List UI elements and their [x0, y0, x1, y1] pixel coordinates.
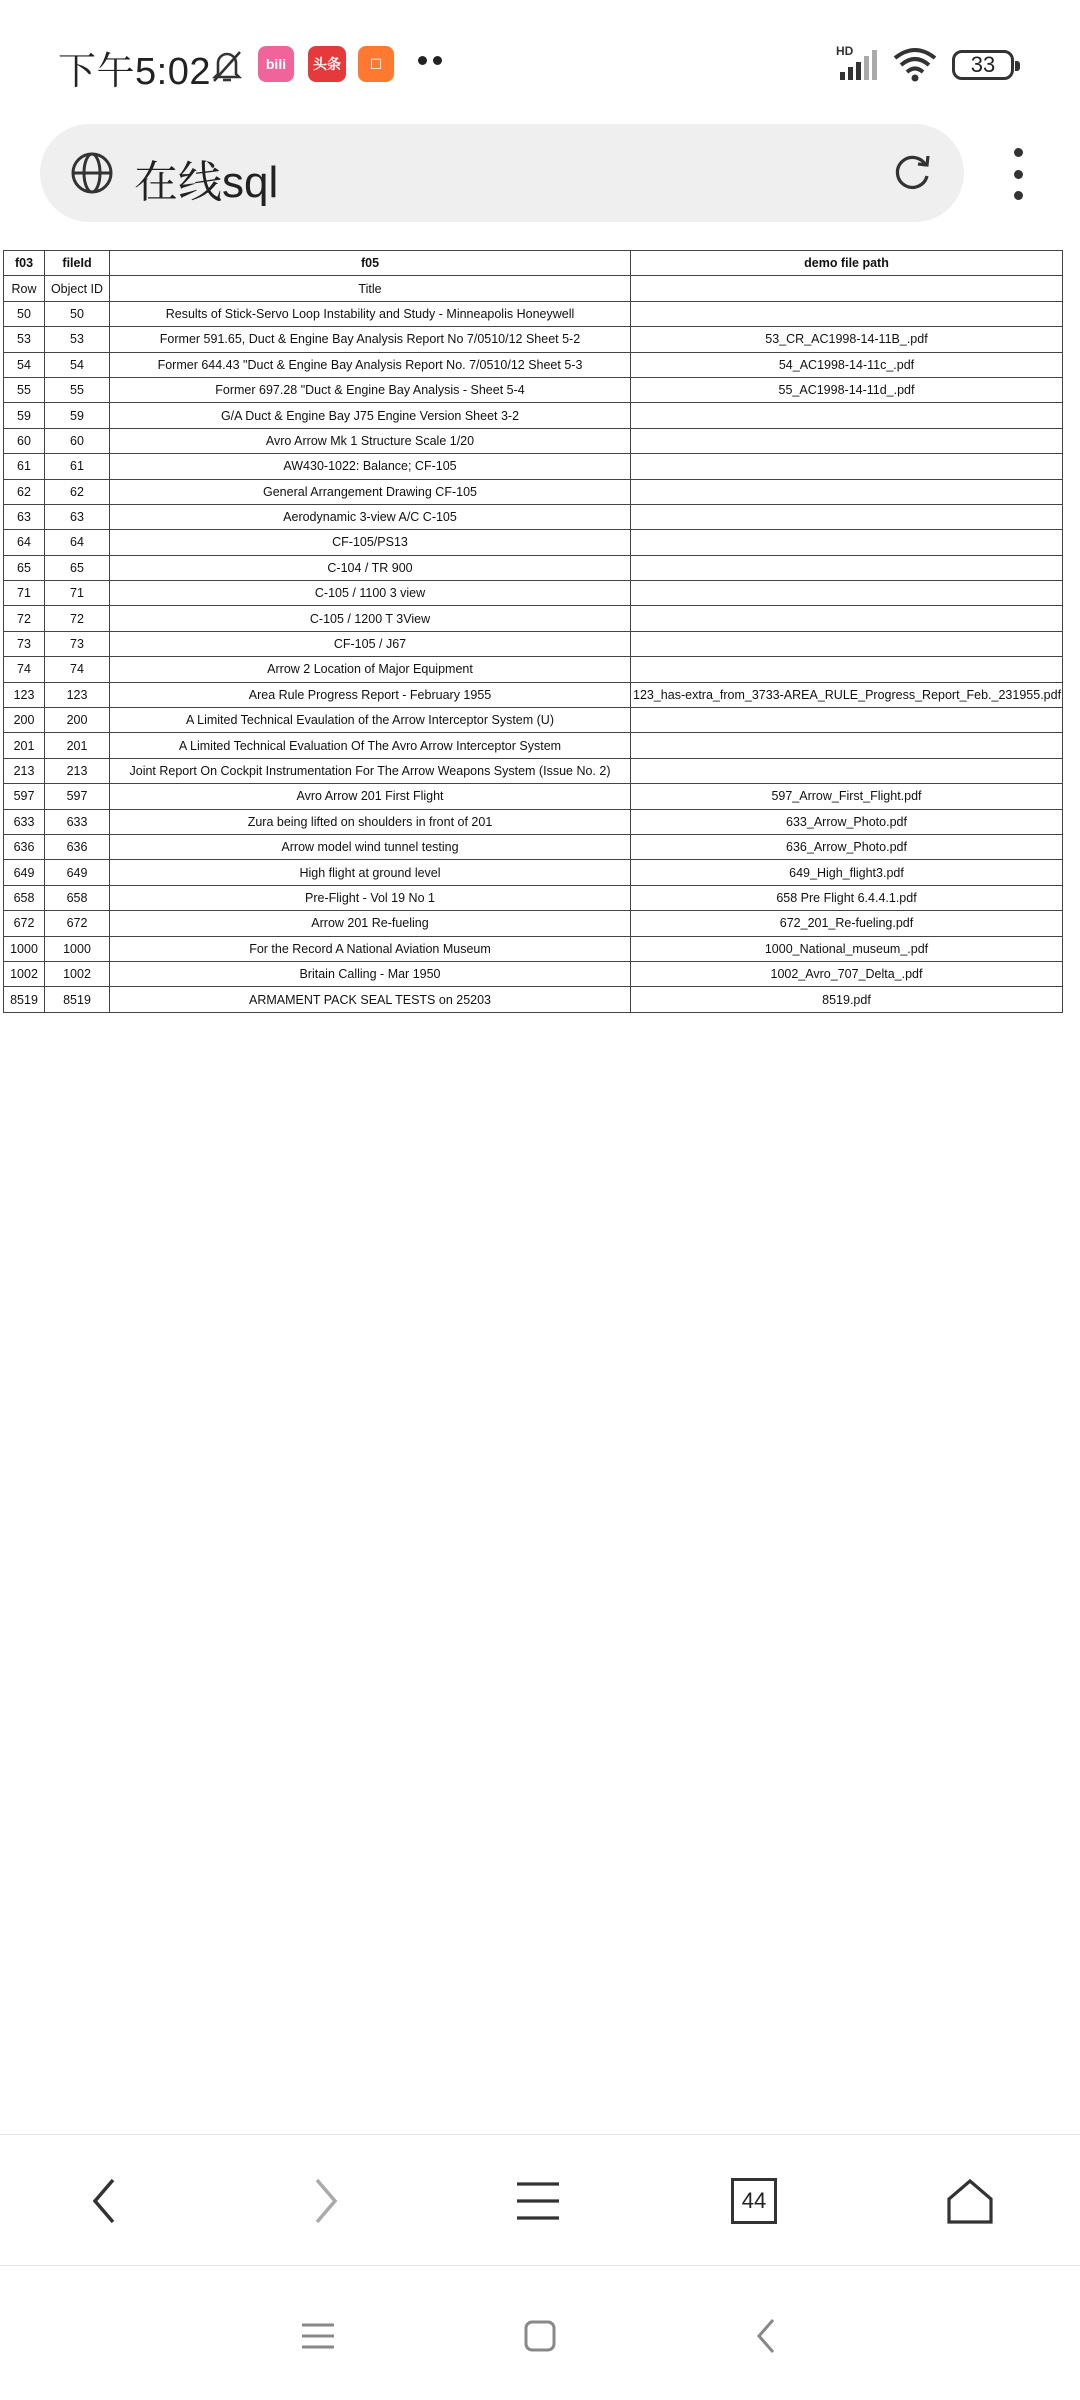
title-cell: Avro Arrow Mk 1 Structure Scale 1/20 — [110, 428, 631, 453]
home-nav-icon[interactable] — [510, 2306, 570, 2366]
home-icon[interactable] — [930, 2163, 1010, 2239]
object-id-cell: 1000 — [45, 936, 110, 961]
row-cell: 71 — [4, 581, 45, 606]
object-id-cell: 50 — [45, 301, 110, 326]
system-nav-bar — [0, 2266, 1080, 2400]
table-row — [4, 682, 1063, 707]
object-id-cell: 597 — [45, 784, 110, 809]
table-row — [4, 403, 1063, 428]
title-cell: High flight at ground level — [110, 860, 631, 885]
recent-apps-icon[interactable] — [288, 2306, 348, 2366]
table-row — [4, 885, 1063, 910]
title-cell: Britain Calling - Mar 1950 — [110, 961, 631, 986]
object-id-cell: 658 — [45, 885, 110, 910]
row-cell: 64 — [4, 530, 45, 555]
row-cell: 636 — [4, 834, 45, 859]
table-row — [4, 581, 1063, 606]
subheader-cell: Row — [4, 276, 45, 301]
file-path-cell — [631, 403, 1063, 428]
title-cell: G/A Duct & Engine Bay J75 Engine Version Sheet 3-2 — [110, 403, 631, 428]
row-cell: 65 — [4, 555, 45, 580]
table-row — [4, 911, 1063, 936]
file-path-cell: 8519.pdf — [631, 987, 1063, 1012]
svg-text:HD: HD — [836, 44, 854, 58]
title-cell: Joint Report On Cockpit Instrumentation For The Arrow Weapons System (Issue No. 2) — [110, 758, 631, 783]
file-path-cell — [631, 733, 1063, 758]
title-cell: C-105 / 1200 T 3View — [110, 606, 631, 631]
row-cell: 59 — [4, 403, 45, 428]
table-row — [4, 555, 1063, 580]
file-path-cell: 55_AC1998-14-11d_.pdf — [631, 377, 1063, 402]
object-id-cell: 71 — [45, 581, 110, 606]
object-id-cell: 59 — [45, 403, 110, 428]
title-cell: Arrow 201 Re-fueling — [110, 911, 631, 936]
forward-icon[interactable] — [286, 2163, 366, 2239]
subheader-cell: Object ID — [45, 276, 110, 301]
object-id-cell: 649 — [45, 860, 110, 885]
url-text[interactable]: 在线sql — [134, 158, 279, 207]
taobao-app-icon: ☐ — [358, 46, 394, 82]
file-path-cell: 54_AC1998-14-11c_.pdf — [631, 352, 1063, 377]
menu-lines-icon[interactable] — [498, 2163, 578, 2239]
file-path-cell: 636_Arrow_Photo.pdf — [631, 834, 1063, 859]
title-cell: C-104 / TR 900 — [110, 555, 631, 580]
row-cell: 213 — [4, 758, 45, 783]
signal-icon — [836, 44, 882, 87]
table-row — [4, 631, 1063, 656]
file-path-cell — [631, 454, 1063, 479]
table-row — [4, 809, 1063, 834]
row-cell: 1000 — [4, 936, 45, 961]
object-id-cell: 63 — [45, 504, 110, 529]
file-path-cell — [631, 555, 1063, 580]
row-cell: 54 — [4, 352, 45, 377]
object-id-cell: 55 — [45, 377, 110, 402]
table-row — [4, 530, 1063, 555]
wifi-icon — [893, 46, 937, 87]
title-cell: Avro Arrow 201 First Flight — [110, 784, 631, 809]
row-cell: 8519 — [4, 987, 45, 1012]
title-cell: For the Record A National Aviation Museum — [110, 936, 631, 961]
file-path-cell — [631, 301, 1063, 326]
row-cell: 1002 — [4, 961, 45, 986]
table-row — [4, 301, 1063, 326]
title-cell: Arrow 2 Location of Major Equipment — [110, 657, 631, 682]
table-row — [4, 657, 1063, 682]
file-path-cell — [631, 504, 1063, 529]
header-cell: f05 — [110, 251, 631, 276]
file-path-cell — [631, 631, 1063, 656]
table-row — [4, 352, 1063, 377]
file-path-cell: 53_CR_AC1998-14-11B_.pdf — [631, 327, 1063, 352]
object-id-cell: 65 — [45, 555, 110, 580]
row-cell: 672 — [4, 911, 45, 936]
file-path-cell — [631, 708, 1063, 733]
title-cell: ARMAMENT PACK SEAL TESTS on 25203 — [110, 987, 631, 1012]
table-row — [4, 377, 1063, 402]
title-cell: Results of Stick-Servo Loop Instability and Study - Minneapolis Honeywell — [110, 301, 631, 326]
object-id-cell: 201 — [45, 733, 110, 758]
row-cell: 72 — [4, 606, 45, 631]
object-id-cell: 633 — [45, 809, 110, 834]
file-path-cell — [631, 581, 1063, 606]
table-row — [4, 936, 1063, 961]
table-header-row — [4, 251, 1063, 276]
object-id-cell: 74 — [45, 657, 110, 682]
subheader-cell: Title — [110, 276, 631, 301]
mute-bell-icon — [210, 48, 244, 89]
header-cell: fileId — [45, 251, 110, 276]
title-cell: C-105 / 1100 3 view — [110, 581, 631, 606]
table-row — [4, 708, 1063, 733]
table-row — [4, 454, 1063, 479]
header-cell: demo file path — [631, 251, 1063, 276]
table-row — [4, 961, 1063, 986]
object-id-cell: 672 — [45, 911, 110, 936]
row-cell: 658 — [4, 885, 45, 910]
header-cell: f03 — [4, 251, 45, 276]
file-path-cell: 1002_Avro_707_Delta_.pdf — [631, 961, 1063, 986]
object-id-cell: 123 — [45, 682, 110, 707]
object-id-cell: 8519 — [45, 987, 110, 1012]
tabs-button[interactable] — [714, 2163, 794, 2239]
title-cell: General Arrangement Drawing CF-105 — [110, 479, 631, 504]
file-path-cell: 597_Arrow_First_Flight.pdf — [631, 784, 1063, 809]
status-time: 下午5:02 — [58, 51, 211, 93]
status-bar — [0, 0, 1080, 120]
toutiao-app-icon: 头条 — [308, 46, 346, 82]
row-cell: 597 — [4, 784, 45, 809]
file-path-cell: 649_High_flight3.pdf — [631, 860, 1063, 885]
battery-indicator: 33 — [952, 50, 1014, 80]
table-row — [4, 606, 1063, 631]
globe-icon — [70, 151, 114, 200]
title-cell: CF-105/PS13 — [110, 530, 631, 555]
reload-icon[interactable] — [890, 150, 934, 199]
row-cell: 74 — [4, 657, 45, 682]
object-id-cell: 60 — [45, 428, 110, 453]
title-cell: Former 697.28 "Duct & Engine Bay Analysis - Sheet 5-4 — [110, 377, 631, 402]
tab-count: 44 — [731, 2178, 777, 2224]
table-row — [4, 733, 1063, 758]
more-notifications-icon — [418, 56, 442, 65]
object-id-cell: 54 — [45, 352, 110, 377]
object-id-cell: 1002 — [45, 961, 110, 986]
title-cell: Zura being lifted on shoulders in front of 201 — [110, 809, 631, 834]
row-cell: 62 — [4, 479, 45, 504]
file-path-cell — [631, 479, 1063, 504]
object-id-cell: 53 — [45, 327, 110, 352]
row-cell: 649 — [4, 860, 45, 885]
row-cell: 201 — [4, 733, 45, 758]
sql-result-table — [3, 250, 1063, 1013]
row-cell: 50 — [4, 301, 45, 326]
row-cell: 633 — [4, 809, 45, 834]
title-cell: CF-105 / J67 — [110, 631, 631, 656]
table-row — [4, 327, 1063, 352]
row-cell: 61 — [4, 454, 45, 479]
table-row — [4, 758, 1063, 783]
table-row — [4, 987, 1063, 1012]
file-path-cell — [631, 606, 1063, 631]
row-cell: 73 — [4, 631, 45, 656]
title-cell: AW430-1022: Balance; CF-105 — [110, 454, 631, 479]
title-cell: Aerodynamic 3-view A/C C-105 — [110, 504, 631, 529]
title-cell: Former 591.65, Duct & Engine Bay Analysis Report No 7/0510/12 Sheet 5-2 — [110, 327, 631, 352]
file-path-cell: 658 Pre Flight 6.4.4.1.pdf — [631, 885, 1063, 910]
file-path-cell — [631, 657, 1063, 682]
object-id-cell: 62 — [45, 479, 110, 504]
file-path-cell: 123_has-extra_from_3733-AREA_RULE_Progress_Report_Feb._231955.pdf — [631, 682, 1063, 707]
table-row — [4, 860, 1063, 885]
file-path-cell: 1000_National_museum_.pdf — [631, 936, 1063, 961]
object-id-cell: 61 — [45, 454, 110, 479]
file-path-cell: 672_201_Re-fueling.pdf — [631, 911, 1063, 936]
table-row — [4, 479, 1063, 504]
file-path-cell — [631, 530, 1063, 555]
title-cell: Former 644.43 "Duct & Engine Bay Analysis Report No. 7/0510/12 Sheet 5-3 — [110, 352, 631, 377]
subheader-cell — [631, 276, 1063, 301]
title-cell: Area Rule Progress Report - February 1955 — [110, 682, 631, 707]
table-row — [4, 428, 1063, 453]
title-cell: Pre-Flight - Vol 19 No 1 — [110, 885, 631, 910]
browser-toolbar — [0, 2134, 1080, 2266]
table-row — [4, 784, 1063, 809]
row-cell: 63 — [4, 504, 45, 529]
row-cell: 60 — [4, 428, 45, 453]
table-row — [4, 504, 1063, 529]
more-menu-icon[interactable] — [1006, 148, 1030, 200]
address-bar[interactable] — [40, 124, 964, 222]
table-subheader-row — [4, 276, 1063, 301]
file-path-cell — [631, 758, 1063, 783]
row-cell: 123 — [4, 682, 45, 707]
object-id-cell: 64 — [45, 530, 110, 555]
file-path-cell — [631, 428, 1063, 453]
object-id-cell: 73 — [45, 631, 110, 656]
object-id-cell: 200 — [45, 708, 110, 733]
title-cell: A Limited Technical Evaluation Of The Avro Arrow Interceptor System — [110, 733, 631, 758]
file-path-cell: 633_Arrow_Photo.pdf — [631, 809, 1063, 834]
back-icon[interactable] — [64, 2163, 144, 2239]
object-id-cell: 72 — [45, 606, 110, 631]
object-id-cell: 213 — [45, 758, 110, 783]
row-cell: 53 — [4, 327, 45, 352]
row-cell: 55 — [4, 377, 45, 402]
title-cell: A Limited Technical Evaulation of the Arrow Interceptor System (U) — [110, 708, 631, 733]
object-id-cell: 636 — [45, 834, 110, 859]
back-nav-icon[interactable] — [736, 2306, 796, 2366]
title-cell: Arrow model wind tunnel testing — [110, 834, 631, 859]
bilibili-app-icon: bili — [258, 46, 294, 82]
row-cell: 200 — [4, 708, 45, 733]
table-row — [4, 834, 1063, 859]
